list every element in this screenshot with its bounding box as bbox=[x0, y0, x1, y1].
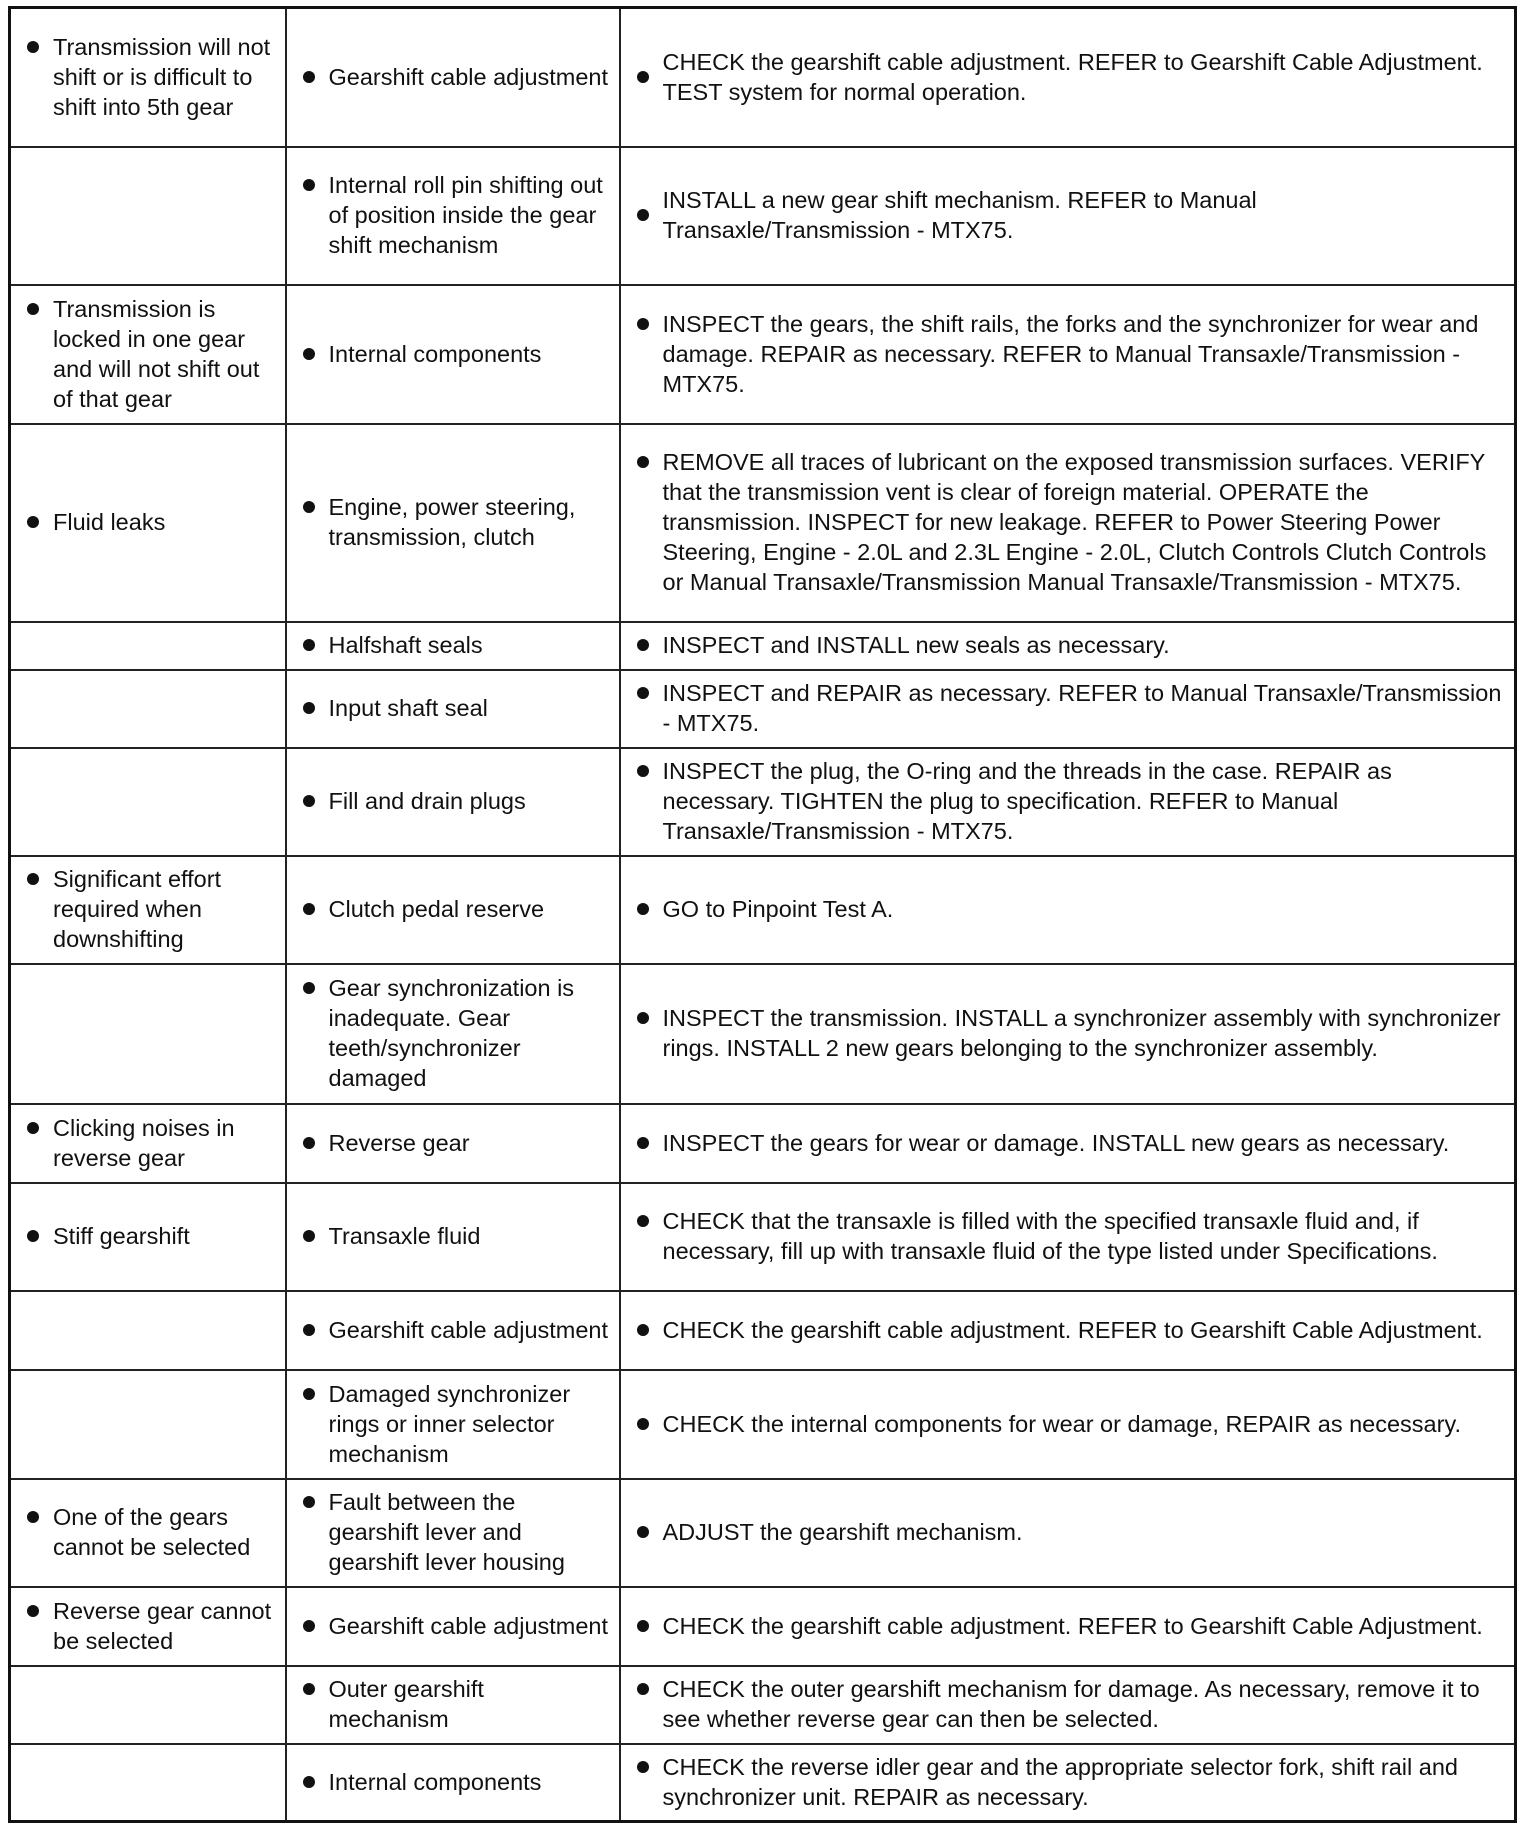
bullet-item bbox=[629, 1517, 1507, 1547]
cause-cell bbox=[286, 1744, 620, 1822]
table-row bbox=[10, 1370, 1516, 1479]
action-cell bbox=[620, 147, 1516, 285]
action-cell bbox=[620, 1587, 1516, 1666]
symptom-cell bbox=[10, 622, 286, 670]
table-row bbox=[10, 1587, 1516, 1666]
bullet-item bbox=[19, 507, 277, 537]
action-cell bbox=[620, 1744, 1516, 1822]
symptom-cell bbox=[10, 1104, 286, 1183]
bullet-item bbox=[19, 1502, 277, 1562]
cause-text: Fill and drain plugs bbox=[328, 788, 526, 814]
symptom-text: Reverse gear cannot be selected bbox=[53, 1597, 272, 1654]
bullet-item bbox=[629, 1206, 1507, 1266]
symptom-cell bbox=[10, 1370, 286, 1479]
table-row bbox=[10, 964, 1516, 1104]
action-text: CHECK the gearshift cable adjustment. REFER to Gearshift Cable Adjustment. TEST system for normal operation. bbox=[662, 48, 1483, 105]
action-cell bbox=[620, 1370, 1516, 1479]
cause-text: Gearshift cable adjustment bbox=[328, 63, 609, 90]
action-text: CHECK the gearshift cable adjustment. REFER to Gearshift Cable Adjustment. bbox=[662, 1316, 1483, 1343]
action-text: CHECK the outer gearshift mechanism for damage. As necessary, remove it to see whether reverse gear can then be selected. bbox=[662, 1676, 1480, 1732]
bullet-item bbox=[295, 1221, 611, 1251]
bullet-item bbox=[295, 1767, 611, 1797]
cause-text: Outer gearshift mechanism bbox=[328, 1676, 484, 1732]
action-cell bbox=[620, 424, 1516, 622]
bullet-item bbox=[295, 894, 611, 924]
bullet-item bbox=[295, 693, 611, 723]
cause-text: Input shaft seal bbox=[328, 695, 488, 721]
cause-text: Reverse gear bbox=[328, 1129, 470, 1156]
bullet-item bbox=[295, 630, 611, 660]
bullet-item bbox=[629, 447, 1507, 597]
bullet-item bbox=[629, 185, 1507, 245]
bullet-item bbox=[629, 894, 1507, 924]
cause-text: Internal components bbox=[328, 1768, 542, 1795]
bullet-item bbox=[295, 492, 611, 552]
symptom-cell bbox=[10, 424, 286, 622]
action-cell bbox=[620, 1104, 1516, 1183]
action-text: GO to Pinpoint Test A. bbox=[662, 896, 894, 922]
cause-cell bbox=[286, 1587, 620, 1666]
bullet-item bbox=[295, 1379, 611, 1469]
action-text: CHECK the gearshift cable adjustment. REFER to Gearshift Cable Adjustment. bbox=[662, 1612, 1483, 1639]
bullet-item bbox=[629, 678, 1507, 738]
action-cell bbox=[620, 622, 1516, 670]
bullet-item bbox=[19, 1221, 277, 1251]
table-row bbox=[10, 424, 1516, 622]
symptom-text: Transmission will not shift or is difficult to shift into 5th gear bbox=[53, 33, 271, 120]
bullet-item bbox=[295, 786, 611, 816]
symptom-cell bbox=[10, 8, 286, 147]
action-cell bbox=[620, 1479, 1516, 1587]
bullet-item bbox=[629, 1315, 1507, 1345]
cause-cell bbox=[286, 748, 620, 856]
symptom-cell bbox=[10, 670, 286, 748]
table-row bbox=[10, 622, 1516, 670]
bullet-item bbox=[295, 170, 611, 260]
symptom-cell bbox=[10, 1744, 286, 1822]
diagnosis-table bbox=[8, 6, 1517, 1823]
action-cell bbox=[620, 964, 1516, 1104]
cause-cell bbox=[286, 1183, 620, 1291]
symptom-cell bbox=[10, 856, 286, 964]
action-text: INSPECT and REPAIR as necessary. REFER to Manual Transaxle/Transmission - MTX75. bbox=[662, 680, 1502, 736]
cause-cell bbox=[286, 622, 620, 670]
action-text: CHECK the reverse idler gear and the appropriate selector fork, shift rail and synchronizer unit. REPAIR as necessary. bbox=[662, 1753, 1458, 1810]
symptom-cell bbox=[10, 964, 286, 1104]
cause-text: Engine, power steering, transmission, clutch bbox=[328, 494, 576, 550]
bullet-item bbox=[629, 630, 1507, 660]
symptom-text: One of the gears cannot be selected bbox=[53, 1504, 251, 1560]
symptom-text: Fluid leaks bbox=[53, 509, 166, 535]
symptom-chart bbox=[8, 6, 1514, 1823]
bullet-item bbox=[295, 1611, 611, 1641]
symptom-cell bbox=[10, 748, 286, 856]
bullet-item bbox=[295, 1674, 611, 1734]
cause-text: Internal roll pin shifting out of position inside the gear shift mechanism bbox=[328, 172, 603, 258]
bullet-item bbox=[295, 1128, 611, 1158]
cause-cell bbox=[286, 1666, 620, 1744]
bullet-item bbox=[629, 1611, 1507, 1641]
table-row bbox=[10, 1666, 1516, 1744]
table-row bbox=[10, 8, 1516, 147]
symptom-text: Stiff gearshift bbox=[53, 1223, 190, 1249]
cause-text: Internal components bbox=[328, 340, 542, 367]
action-cell bbox=[620, 8, 1516, 147]
table-row bbox=[10, 1291, 1516, 1370]
action-cell bbox=[620, 285, 1516, 424]
table-row bbox=[10, 147, 1516, 285]
cause-cell bbox=[286, 1370, 620, 1479]
cause-text: Gear synchronization is inadequate. Gear teeth/synchronizer damaged bbox=[328, 975, 575, 1091]
table-row bbox=[10, 285, 1516, 424]
bullet-item bbox=[629, 1128, 1507, 1158]
symptom-text: Significant effort required when downshifting bbox=[53, 866, 222, 952]
cause-cell bbox=[286, 147, 620, 285]
cause-text: Gearshift cable adjustment bbox=[328, 1316, 609, 1343]
symptom-cell bbox=[10, 1291, 286, 1370]
cause-cell bbox=[286, 1104, 620, 1183]
action-cell bbox=[620, 1666, 1516, 1744]
symptom-cell bbox=[10, 1479, 286, 1587]
bullet-item bbox=[19, 1596, 277, 1656]
bullet-item bbox=[629, 1409, 1507, 1439]
cause-cell bbox=[286, 856, 620, 964]
symptom-cell bbox=[10, 1587, 286, 1666]
cause-cell bbox=[286, 1479, 620, 1587]
action-text: CHECK that the transaxle is filled with the specified transaxle fluid and, if necessary, fill up with transaxle fluid of the type listed under Specifications. bbox=[662, 1208, 1438, 1264]
action-cell bbox=[620, 748, 1516, 856]
cause-text: Gearshift cable adjustment bbox=[328, 1612, 609, 1639]
cause-cell bbox=[286, 1291, 620, 1370]
bullet-item bbox=[629, 1003, 1507, 1063]
action-cell bbox=[620, 856, 1516, 964]
symptom-cell bbox=[10, 1666, 286, 1744]
cause-cell bbox=[286, 424, 620, 622]
table-row bbox=[10, 856, 1516, 964]
bullet-item bbox=[629, 47, 1507, 107]
symptom-text: Clicking noises in reverse gear bbox=[53, 1114, 235, 1171]
action-text: INSPECT the transmission. INSTALL a synchronizer assembly with synchronizer rings. INSTALL 2 new gears belonging to the synchronizer assembly. bbox=[662, 1005, 1501, 1061]
action-cell bbox=[620, 1291, 1516, 1370]
bullet-item bbox=[295, 339, 611, 369]
cause-cell bbox=[286, 8, 620, 147]
cause-text: Clutch pedal reserve bbox=[328, 896, 545, 922]
bullet-item bbox=[19, 864, 277, 954]
action-text: INSPECT and INSTALL new seals as necessary. bbox=[662, 632, 1170, 658]
table-row bbox=[10, 1744, 1516, 1822]
cause-text: Transaxle fluid bbox=[328, 1223, 481, 1249]
bullet-item bbox=[295, 1315, 611, 1345]
bullet-item bbox=[295, 973, 611, 1093]
action-text: CHECK the internal components for wear or damage, REPAIR as necessary. bbox=[662, 1410, 1461, 1437]
bullet-item bbox=[295, 1487, 611, 1577]
cause-cell bbox=[286, 964, 620, 1104]
symptom-text: Transmission is locked in one gear and will not shift out of that gear bbox=[53, 295, 260, 412]
table-row bbox=[10, 748, 1516, 856]
table-row bbox=[10, 1479, 1516, 1587]
bullet-item bbox=[629, 756, 1507, 846]
table-row bbox=[10, 670, 1516, 748]
action-text: INSPECT the gears for wear or damage. INSTALL new gears as necessary. bbox=[662, 1129, 1450, 1156]
bullet-item bbox=[629, 309, 1507, 399]
bullet-item bbox=[629, 1752, 1507, 1812]
cause-cell bbox=[286, 670, 620, 748]
cause-text: Damaged synchronizer rings or inner selector mechanism bbox=[328, 1380, 571, 1467]
action-text: REMOVE all traces of lubricant on the exposed transmission surfaces. VERIFY that the transmission vent is clear of foreign material. OPERATE the transmission. INSPECT for new leakage. REFER to Power Steering Power Steering, Engine - 2.0L and 2.3L Engine - 2.0L, Clutch Controls Clutch Controls or Manual Transaxle/Transmission Manual Transaxle/Transmission - MTX75. bbox=[662, 449, 1487, 595]
bullet-item bbox=[19, 32, 277, 122]
bullet-item bbox=[19, 294, 277, 414]
symptom-cell bbox=[10, 285, 286, 424]
action-text: INSPECT the plug, the O-ring and the threads in the case. REPAIR as necessary. TIGHTEN the plug to specification. REFER to Manual Transaxle/Transmission - MTX75. bbox=[662, 758, 1392, 844]
cause-text: Halfshaft seals bbox=[328, 632, 483, 658]
table-row bbox=[10, 1104, 1516, 1183]
table-row bbox=[10, 1183, 1516, 1291]
symptom-cell bbox=[10, 147, 286, 285]
bullet-item bbox=[629, 1674, 1507, 1734]
action-text: ADJUST the gearshift mechanism. bbox=[662, 1519, 1023, 1545]
action-text: INSTALL a new gear shift mechanism. REFER to Manual Transaxle/Transmission - MTX75. bbox=[662, 187, 1257, 243]
cause-cell bbox=[286, 285, 620, 424]
bullet-item bbox=[295, 62, 611, 92]
action-cell bbox=[620, 1183, 1516, 1291]
action-text: INSPECT the gears, the shift rails, the forks and the synchronizer for wear and damage. REPAIR as necessary. REFER to Manual Transaxle/Transmission - MTX75. bbox=[662, 310, 1479, 397]
action-cell bbox=[620, 670, 1516, 748]
symptom-cell bbox=[10, 1183, 286, 1291]
cause-text: Fault between the gearshift lever and gearshift lever housing bbox=[328, 1489, 565, 1575]
bullet-item bbox=[19, 1113, 277, 1173]
